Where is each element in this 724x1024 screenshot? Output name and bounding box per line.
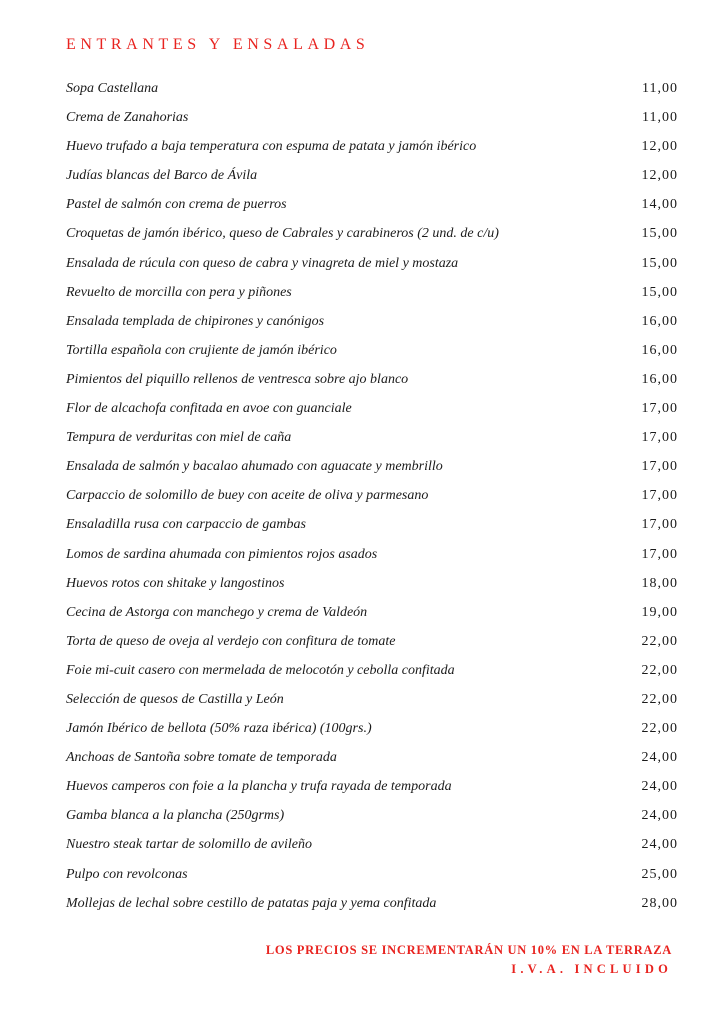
- dish-name: Ensalada templada de chipirones y canónigos: [66, 313, 325, 329]
- dish-name: Nuestro steak tartar de solomillo de avileño: [66, 837, 313, 853]
- menu-item: [66, 224, 678, 253]
- menu-item: [66, 457, 678, 486]
- dish-price: 25,00: [641, 866, 678, 882]
- price-notice: [266, 941, 672, 979]
- dish-name: Huevo trufado a baja temperatura con espuma de patata y jamón ibérico: [66, 139, 477, 155]
- menu-item: [66, 515, 678, 544]
- dish-price: 24,00: [641, 779, 678, 795]
- dish-name: Tempura de verduritas con miel de caña: [66, 430, 292, 446]
- menu-item: [66, 137, 678, 166]
- dish-price: 22,00: [641, 633, 678, 649]
- menu-item: [66, 603, 678, 632]
- dish-price: 19,00: [641, 604, 678, 620]
- terrace-surcharge-notice: LOS PRECIOS SE INCREMENTARÁN UN 10% EN LA TERRAZA: [265, 943, 672, 957]
- dish-name: Gamba blanca a la plancha (250grms): [66, 808, 285, 824]
- dish-price: 12,00: [641, 139, 678, 155]
- dish-name: Mollejas de lechal sobre cestillo de patatas paja y yema confitada: [66, 895, 437, 911]
- dish-price: 18,00: [641, 575, 678, 591]
- dish-name: Pastel de salmón con crema de puerros: [66, 197, 287, 213]
- dish-price: 11,00: [642, 110, 678, 126]
- dish-name: Huevos camperos con foie a la plancha y trufa rayada de temporada: [66, 779, 452, 795]
- dish-name: Ensalada de rúcula con queso de cabra y vinagreta de miel y mostaza: [66, 255, 459, 271]
- menu-item: [66, 283, 678, 312]
- menu-item: [66, 341, 678, 370]
- dish-price: 14,00: [641, 197, 678, 213]
- dish-price: 22,00: [641, 662, 678, 678]
- dish-price: 16,00: [641, 342, 678, 358]
- dish-name: Crema de Zanahorias: [66, 110, 189, 126]
- dish-price: 17,00: [641, 546, 678, 562]
- dish-name: Torta de queso de oveja al verdejo con confitura de tomate: [66, 633, 396, 649]
- section-title: ENTRANTES Y ENSALADAS: [66, 36, 370, 53]
- dish-name: Ensaladilla rusa con carpaccio de gambas: [66, 517, 306, 533]
- dish-price: 22,00: [641, 721, 678, 737]
- dish-price: 17,00: [641, 459, 678, 475]
- menu-item: [66, 806, 678, 835]
- dish-name: Revuelto de morcilla con pera y piñones: [66, 284, 292, 300]
- dish-name: Anchoas de Santoña sobre tomate de temporada: [66, 750, 337, 766]
- dish-name: Selección de quesos de Castilla y León: [66, 691, 284, 707]
- menu-item: [66, 399, 678, 428]
- menu-item: [66, 894, 678, 923]
- dish-name: Tortilla española con crujiente de jamón ibérico: [66, 342, 337, 358]
- menu-item: [66, 166, 678, 195]
- dish-name: Carpaccio de solomillo de buey con aceite de oliva y parmesano: [66, 488, 429, 504]
- dish-price: 15,00: [641, 255, 678, 271]
- dish-price: 24,00: [641, 837, 678, 853]
- menu-item: [66, 690, 678, 719]
- dish-name: Pimientos del piquillo rellenos de ventresca sobre ajo blanco: [66, 371, 409, 387]
- menu-item: [66, 312, 678, 341]
- dish-price: 17,00: [641, 401, 678, 417]
- menu-item: [66, 748, 678, 777]
- dish-price: 24,00: [641, 750, 678, 766]
- dish-price: 17,00: [641, 488, 678, 504]
- menu-item: [66, 835, 678, 864]
- menu-item: [66, 661, 678, 690]
- menu-item: [66, 574, 678, 603]
- dish-price: 16,00: [641, 313, 678, 329]
- menu-item: [66, 254, 678, 283]
- menu-item: [66, 777, 678, 806]
- dish-name: Jamón Ibérico de bellota (50% raza ibérica) (100grs.): [66, 721, 372, 737]
- menu-item: [66, 545, 678, 574]
- dish-price: 17,00: [641, 517, 678, 533]
- dish-price: 28,00: [641, 895, 678, 911]
- menu-item: [66, 370, 678, 399]
- dish-price: 11,00: [642, 81, 678, 96]
- menu-item: [66, 486, 678, 515]
- menu-list: [66, 79, 678, 923]
- dish-price: 16,00: [641, 371, 678, 387]
- dish-name: Flor de alcachofa confitada en avoe con guanciale: [66, 401, 352, 417]
- menu-item: [66, 195, 678, 224]
- menu-item: [66, 108, 678, 137]
- dish-name: Lomos de sardina ahumada con pimientos rojos asados: [66, 546, 378, 562]
- tax-included-notice: I.V.A. INCLUIDO: [511, 962, 672, 976]
- menu-item: [66, 719, 678, 748]
- dish-price: 15,00: [641, 226, 678, 242]
- menu-item: [66, 79, 678, 108]
- dish-name: Pulpo con revolconas: [66, 866, 188, 882]
- dish-name: Huevos rotos con shitake y langostinos: [66, 575, 285, 591]
- dish-price: 22,00: [641, 691, 678, 707]
- dish-price: 24,00: [641, 808, 678, 824]
- menu-item: [66, 428, 678, 457]
- dish-price: 12,00: [641, 168, 678, 184]
- dish-name: Ensalada de salmón y bacalao ahumado con aguacate y membrillo: [66, 459, 443, 475]
- dish-price: 15,00: [641, 284, 678, 300]
- dish-name: Judías blancas del Barco de Ávila: [66, 168, 258, 184]
- dish-name: Sopa Castellana: [66, 81, 159, 96]
- menu-item: [66, 865, 678, 894]
- dish-name: Cecina de Astorga con manchego y crema de Valdeón: [66, 604, 368, 620]
- dish-name: Croquetas de jamón ibérico, queso de Cabrales y carabineros (2 und. de c/u): [66, 226, 499, 242]
- menu-item: [66, 632, 678, 661]
- dish-name: Foie mi-cuit casero con mermelada de melocotón y cebolla confitada: [66, 662, 455, 678]
- dish-price: 17,00: [641, 430, 678, 446]
